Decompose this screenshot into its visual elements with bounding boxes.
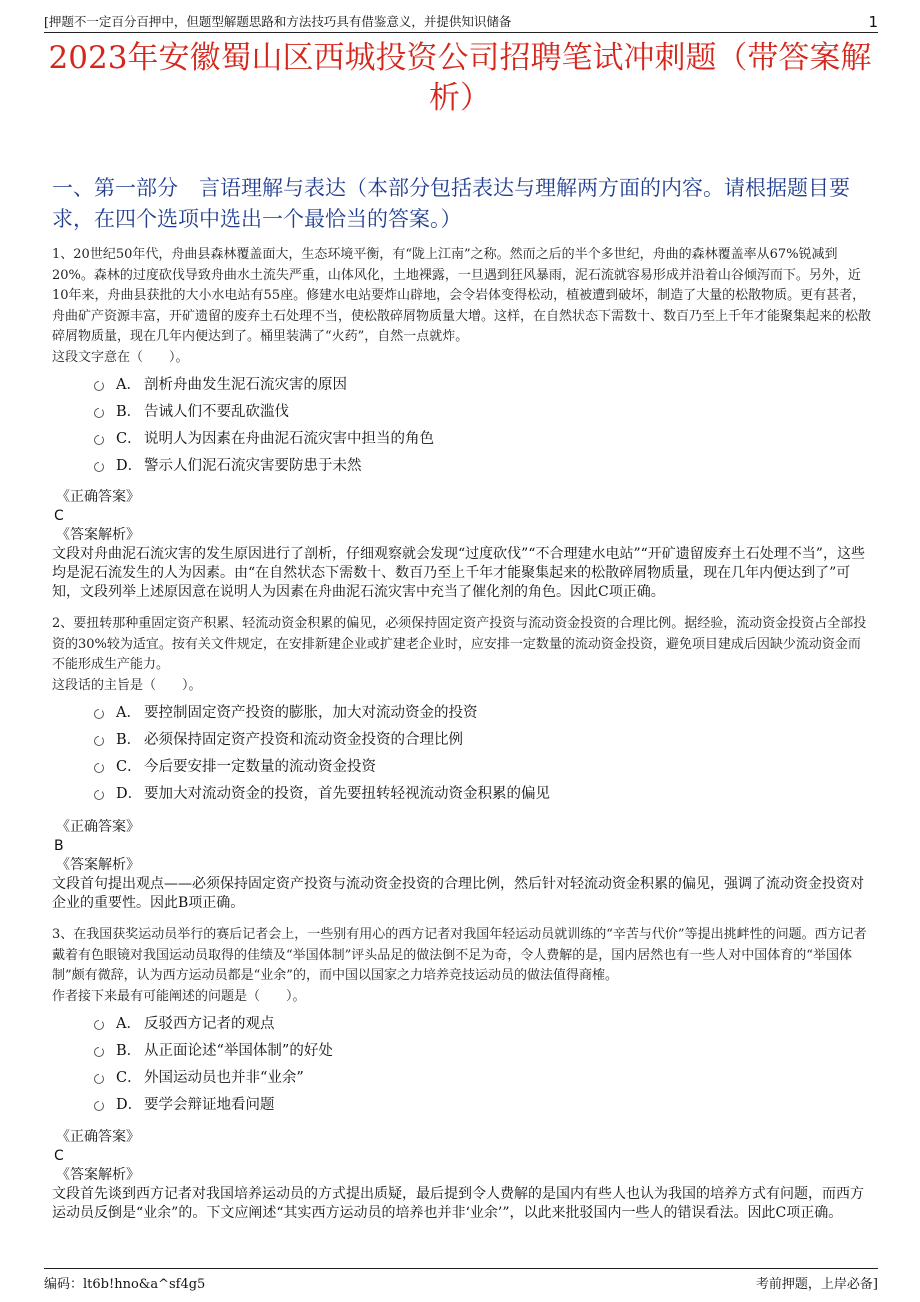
- question-3-passage: 3、在我国获奖运动员举行的赛后记者会上，一些别有用心的西方记者对我国年轻运动员就训练的“辛苦与代价”等提出挑衅性的问题。西方记者戴着有色眼镜对我国运动员取得的佳绩及“举国体制”评头品足的做法倒不足为奇，令人费解的是，国内居然也有一些人对中国体育的“举国体制”颇有微辞，认为西方运动员都是“业余”的，而中国以国家之力培养竞技运动员的做法值得商榷。: [52, 927, 867, 983]
- answer-letter: C: [54, 1148, 64, 1164]
- analysis-label: 《答案解析》: [56, 857, 140, 873]
- document-title: 2023年安徽蜀山区西城投资公司招聘笔试冲刺题（带答案解析）: [48, 40, 872, 116]
- section-heading: 一、第一部分 言语理解与表达（本部分包括表达与理解两方面的内容。请根据题目要求，在四个选项中选出一个最恰当的答案。）: [52, 176, 850, 231]
- analysis-label: 《答案解析》: [56, 1167, 140, 1183]
- radio-icon[interactable]: [94, 1101, 104, 1111]
- option-letter: C．: [116, 431, 142, 447]
- answer-label: 《正确答案》: [56, 1129, 140, 1145]
- question-2-answer: [52, 818, 872, 913]
- page-footer: [44, 1268, 878, 1293]
- question-3: [52, 925, 872, 1119]
- question-1-prompt: 这段文字意在（ ）。: [52, 349, 189, 365]
- option-text: 从正面论述“举国体制”的好处: [144, 1043, 333, 1059]
- question-2-option-a[interactable]: [94, 700, 872, 727]
- question-3-option-c[interactable]: [94, 1065, 872, 1092]
- question-2-stem: [52, 614, 872, 696]
- analysis-text: 文段首句提出观点——必须保持固定资产投资与流动资金投资的合理比例，然后针对轻流动资金积累的偏见，强调了流动资金投资对企业的重要性。因此B项正确。: [52, 876, 864, 911]
- option-letter: A．: [116, 377, 141, 393]
- radio-icon[interactable]: [94, 381, 104, 391]
- option-text: 警示人们泥石流灾害要防患于未然: [144, 458, 362, 474]
- analysis-text: 文段首先谈到西方记者对我国培养运动员的方式提出质疑，最后提到令人费解的是国内有些人也认为我国的培养方式有问题，而西方运动员反倒是“业余”的。下文应阐述“其实西方运动员的培养也并非‘业余’”，以此来批驳国内一些人的错误看法。因此C项正确。: [52, 1186, 864, 1221]
- radio-icon[interactable]: [94, 435, 104, 445]
- option-text: 要学会辩证地看问题: [144, 1097, 275, 1113]
- question-1-options: [94, 372, 872, 480]
- radio-icon[interactable]: [94, 763, 104, 773]
- page-number: 1: [868, 13, 878, 31]
- option-letter: B．: [116, 404, 142, 420]
- question-1-option-d[interactable]: [94, 453, 872, 480]
- option-letter: B．: [116, 1043, 142, 1059]
- question-3-option-b[interactable]: [94, 1038, 872, 1065]
- option-letter: D．: [116, 1097, 143, 1113]
- question-1-option-a[interactable]: [94, 372, 872, 399]
- question-1: [52, 245, 872, 480]
- answer-letter: B: [54, 838, 64, 854]
- option-letter: B．: [116, 732, 142, 748]
- question-1-stem: [52, 245, 872, 368]
- option-text: 告诫人们不要乱砍滥伐: [144, 404, 289, 420]
- question-2: [52, 614, 872, 808]
- answer-letter: C: [54, 508, 64, 524]
- radio-icon[interactable]: [94, 736, 104, 746]
- option-text: 反驳西方记者的观点: [144, 1016, 275, 1032]
- radio-icon[interactable]: [94, 790, 104, 800]
- question-2-prompt: 这段话的主旨是（ ）。: [52, 677, 202, 693]
- option-text: 外国运动员也并非“业余”: [144, 1070, 304, 1086]
- option-letter: D．: [116, 786, 143, 802]
- answer-label: 《正确答案》: [56, 819, 140, 835]
- option-text: 剖析舟曲发生泥石流灾害的原因: [144, 377, 347, 393]
- footer-code: 编码：lt6b!hno&a^sf4g5: [44, 1277, 206, 1292]
- radio-icon[interactable]: [94, 1074, 104, 1084]
- radio-icon[interactable]: [94, 709, 104, 719]
- question-1-option-b[interactable]: [94, 399, 872, 426]
- question-3-options: [94, 1011, 872, 1119]
- question-2-options: [94, 700, 872, 808]
- answer-label: 《正确答案》: [56, 489, 140, 505]
- question-3-answer: [52, 1128, 872, 1223]
- header-notice: [押题不一定百分百押中，但题型解题思路和方法技巧具有借鉴意义，并提供知识储备: [44, 14, 512, 29]
- option-text: 要加大对流动资金的投资，首先要扭转轻视流动资金积累的偏见: [144, 786, 550, 802]
- question-2-passage: 2、要扭转那种重固定资产积累、轻流动资金积累的偏见，必须保持固定资产投资与流动资金投资的合理比例。据经验，流动资金投资占全部投资的30%较为适宜。按有关文件规定，在安排新建企业或扩建老企业时，应安排一定数量的流动资金投资，避免项目建成后因缺少流动资金而不能形成生产能力。: [52, 616, 867, 672]
- question-3-option-a[interactable]: [94, 1011, 872, 1038]
- question-3-prompt: 作者接下来最有可能阐述的问题是（ ）。: [52, 988, 306, 1004]
- radio-icon[interactable]: [94, 1020, 104, 1030]
- option-text: 今后要安排一定数量的流动资金投资: [144, 759, 376, 775]
- option-letter: C．: [116, 759, 142, 775]
- radio-icon[interactable]: [94, 408, 104, 418]
- option-text: 说明人为因素在舟曲泥石流灾害中担当的角色: [144, 431, 434, 447]
- footer-slogan: 考前押题，上岸必备]: [755, 1277, 878, 1292]
- page-header: [44, 12, 878, 33]
- question-2-option-d[interactable]: [94, 781, 872, 808]
- question-2-option-c[interactable]: [94, 754, 872, 781]
- question-1-option-c[interactable]: [94, 426, 872, 453]
- radio-icon[interactable]: [94, 462, 104, 472]
- question-2-option-b[interactable]: [94, 727, 872, 754]
- option-letter: C．: [116, 1070, 142, 1086]
- option-letter: A．: [116, 705, 141, 721]
- question-3-option-d[interactable]: [94, 1092, 872, 1119]
- question-1-answer: [52, 488, 872, 602]
- analysis-label: 《答案解析》: [56, 527, 140, 543]
- analysis-text: 文段对舟曲泥石流灾害的发生原因进行了剖析，仔细观察就会发现“过度砍伐”“不合理建水电站”“开矿遗留废弃土石处理不当”，这些均是泥石流发生的人为因素。由“在自然状态下需数十、数百乃至上千年才能聚集起来的松散碎屑物质量，现在几年内便达到了”可知，文段列举上述原因意在说明人为因素在舟曲泥石流灾害中充当了催化剂的角色。因此C项正确。: [52, 546, 865, 600]
- question-1-passage: 1、20世纪50年代，舟曲县森林覆盖面大，生态环境平衡，有“陇上江南”之称。然而之后的半个多世纪，舟曲的森林覆盖率从67%锐减到20%。森林的过度砍伐导致舟曲水土流失严重，山体风化，土地裸露，一旦遇到狂风暴雨，泥石流就容易形成并沿着山谷倾泻而下。另外，近10年来，舟曲县获批的大小水电站有55座。修建水电站要炸山辟地，会令岩体变得松动，植被遭到破坏，制造了大量的松散物质。更有甚者，舟曲矿产资源丰富，开矿遗留的废弃土石处理不当，使松散碎屑物质量大增。这样，在自然状态下需数十、数百乃至上千年才能聚集起来的松散碎屑物质量，现在几年内便达到了。桶里装满了“火药”，自然一点就炸。: [52, 247, 872, 344]
- option-text: 必须保持固定资产投资和流动资金投资的合理比例: [144, 732, 463, 748]
- option-letter: A．: [116, 1016, 141, 1032]
- question-3-stem: [52, 925, 872, 1007]
- option-letter: D．: [116, 458, 143, 474]
- radio-icon[interactable]: [94, 1047, 104, 1057]
- option-text: 要控制固定资产投资的膨胀，加大对流动资金的投资: [144, 705, 478, 721]
